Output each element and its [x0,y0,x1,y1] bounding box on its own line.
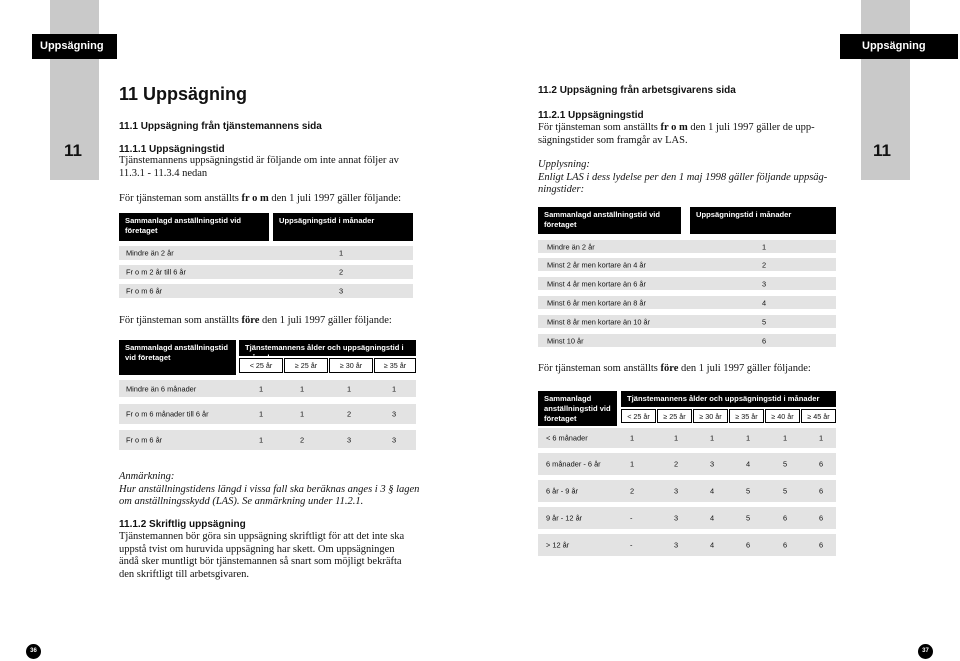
left-header-bar: Uppsägning [32,34,117,59]
age-column: ≥ 25 år [284,358,328,373]
right-subsection-heading: 11.2.1 Uppsägningstid [538,110,644,121]
right-para2: För tjänsteman som anställts före den 1 juli 1997 gäller följande: [538,363,811,374]
table-row: Minst 6 år men kortare än 8 år 4 [538,296,836,309]
table-row: 6 månader - 6 år 1 2 3 4 5 6 [538,453,836,475]
table-row: Fr o m 6 år 3 [119,284,413,298]
text: För tjänsteman som anställts [119,193,242,204]
right-section-heading: 11.2 Uppsägning från arbetsgivarens sida [538,85,736,96]
age-column: ≥ 30 år [693,409,728,423]
table-row: Fr o m 6 månader till 6 år 1 1 2 3 [119,404,416,424]
table-row: > 12 år - 3 4 6 6 6 [538,534,836,556]
table-row: < 6 månader 1 1 1 1 1 1 [538,428,836,448]
left-para3: För tjänsteman som anställts före den 1 juli 1997 gäller följande: [119,315,392,326]
table-row: Minst 2 år men kortare än 4 år 2 [538,258,836,271]
section-heading: 11.1 Uppsägning från tjänstemannens sida [119,121,322,132]
text: den 1 juli 1997 gäller följande: [268,193,402,204]
r-table-header-right: Uppsägningstid i månader [690,207,836,234]
table-row: Mindre än 2 år 1 [538,240,836,253]
page-number-right: 37 [918,644,933,659]
note: Anmärkning: Hur anställningstidens längd i vissa fall ska beräknas anges i 3 § lagen om anställningsskydd (LAS). Se anmärkning under 11.2.1. [119,471,420,507]
age-column: < 25 år [621,409,656,423]
age-column: < 25 år [239,358,283,373]
right-para1: För tjänsteman som anställts fr o m den 1 juli 1997 gäller de upp- sägningstider som framgår av LAS. [538,122,815,146]
table-row: Minst 10 år 6 [538,334,836,347]
text-line: Tjänstemannens uppsägningstid är följande om inte annat följer av [119,155,399,166]
table-row: 6 år - 9 år 2 3 4 5 5 6 [538,480,836,502]
information: Upplysning: Enligt LAS i dess lydelse per den 1 maj 1998 gäller följande uppsäg- ningstider: [538,159,828,195]
left-chapter-number: 11 [64,141,82,160]
table-row: Mindre än 6 månader 1 1 1 1 [119,380,416,397]
table-row: Fr o m 6 år 1 2 3 3 [119,430,416,450]
left-para1 [119,155,399,180]
left-para4: Tjänstemannen bör göra sin uppsägning skriftligt för att det inte ska uppstå tvist om huruvida uppsägning har skett. Om uppsägningen ändå sker muntligt bör tjänstemannen så snart som möjligt bekräfta den skriftligt till arbetsgivaren. [119,531,405,580]
table2-header-left: Sammanlagd anställningstid vid företaget [119,340,236,375]
age-column: ≥ 25 år [657,409,692,423]
table-header-left: Sammanlagd anställningstid vid företaget [119,213,269,241]
age-column: ≥ 35 år [374,358,416,373]
page-number-left: 36 [26,644,41,659]
age-column: ≥ 30 år [329,358,373,373]
table-row: Minst 4 år men kortare än 6 år 3 [538,277,836,290]
emphasis: fr o m [241,193,269,204]
r-table-header-left: Sammanlagd anställningstid vid företaget [538,207,681,234]
table-row: 9 år - 12 år - 3 4 5 6 6 [538,507,836,529]
table-row: Minst 8 år men kortare än 10 år 5 [538,315,836,328]
subsection-heading: 11.1.1 Uppsägningstid [119,144,225,155]
text-line: 11.3.1 - 11.3.4 nedan [119,167,208,179]
r-table2-header-left: Sammanlagd anställningstid vid företaget [538,391,617,426]
page-title: 11 Uppsägning [119,84,248,104]
table-row: Fr o m 2 år till 6 år 2 [119,265,413,279]
left-para2 [119,193,401,206]
age-column: ≥ 40 år [765,409,800,423]
age-column: ≥ 35 år [729,409,764,423]
table-header-right: Uppsägningstid i månader [273,213,413,241]
age-column: ≥ 45 år [801,409,836,423]
right-chapter-number: 11 [873,141,891,160]
table-row: Mindre än 2 år 1 [119,246,413,260]
right-header-bar: Uppsägning [840,34,958,59]
r-table2-header-right: Tjänstemannens ålder och uppsägningstid i månader [621,391,836,407]
subsection-heading-2: 11.1.2 Skriftlig uppsägning [119,519,246,530]
table2-header-right: Tjänstemannens ålder och uppsägningstid i [239,340,416,356]
